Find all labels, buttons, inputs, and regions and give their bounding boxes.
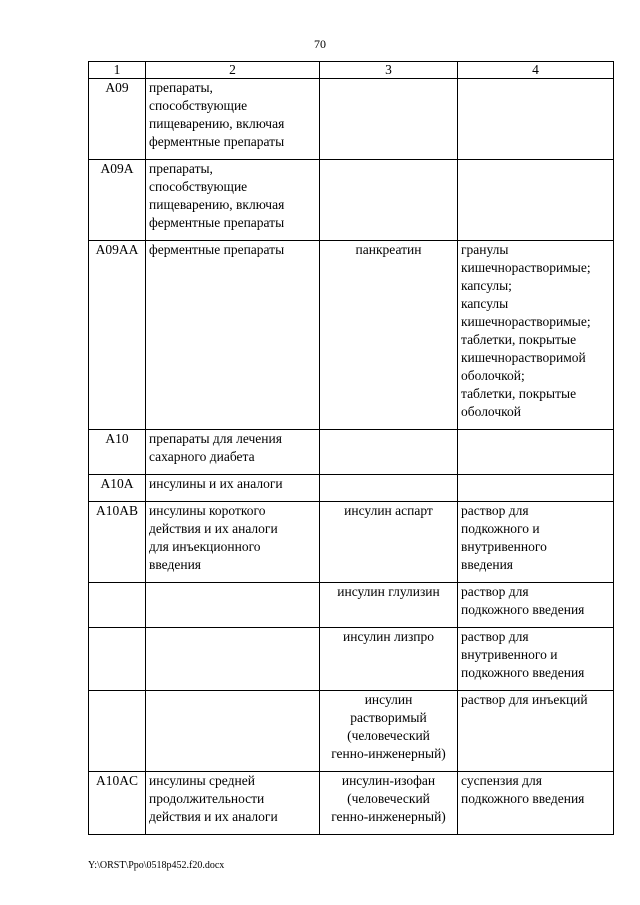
dosage-form-cell-text: раствор для инъекций <box>461 692 588 707</box>
drug-name-cell-text <box>323 430 454 438</box>
atc-code-cell-text: A09AA <box>95 242 139 257</box>
atc-group-name-cell <box>146 79 320 160</box>
atc-code-cell <box>89 772 146 835</box>
atc-code-cell-text: A10A <box>100 476 134 491</box>
drug-name-cell <box>320 475 458 502</box>
atc-group-name-cell <box>146 583 320 628</box>
dosage-form-cell <box>458 79 614 160</box>
dosage-form-cell <box>458 475 614 502</box>
atc-group-name-cell <box>146 241 320 430</box>
atc-code-cell <box>89 583 146 628</box>
page-number: 70 <box>314 37 326 51</box>
drug-name-cell-text: инсулин растворимый (человеческий генно-инженерный) <box>331 692 446 761</box>
drug-name-cell <box>320 160 458 241</box>
atc-code-cell <box>89 628 146 691</box>
dosage-form-cell <box>458 160 614 241</box>
dosage-form-cell-text <box>461 475 610 483</box>
atc-code-cell-text: A10AB <box>95 503 138 518</box>
table-header-row <box>89 62 614 79</box>
drug-name-cell <box>320 430 458 475</box>
drug-name-cell-text <box>323 475 454 483</box>
drug-name-cell <box>320 628 458 691</box>
atc-code-cell <box>89 502 146 583</box>
atc-group-name-cell <box>146 430 320 475</box>
atc-group-name-cell-text: инсулины короткого действия и их аналоги для инъекционного введения <box>149 503 278 572</box>
dosage-form-cell <box>458 583 614 628</box>
column-header-3: 3 <box>320 62 458 79</box>
drug-name-cell-text: инсулин лизпро <box>343 629 434 644</box>
table-body <box>89 79 614 835</box>
dosage-form-cell-text: суспензия для подкожного введения <box>461 773 585 806</box>
dosage-form-cell-text: раствор для подкожного введения <box>461 584 585 617</box>
dosage-form-cell <box>458 241 614 430</box>
atc-group-name-cell <box>146 502 320 583</box>
table-row <box>89 79 614 160</box>
drug-classification-table <box>88 61 614 835</box>
atc-code-cell <box>89 79 146 160</box>
dosage-form-cell-text: раствор для подкожного и внутривенного введения <box>461 503 547 572</box>
table-row <box>89 160 614 241</box>
atc-group-name-cell-text: препараты, способствующие пищеварению, включая ферментные препараты <box>149 161 285 230</box>
drug-name-cell <box>320 502 458 583</box>
drug-name-cell <box>320 241 458 430</box>
atc-code-cell <box>89 241 146 430</box>
atc-group-name-cell-text <box>149 583 316 591</box>
table-row <box>89 475 614 502</box>
table-row <box>89 583 614 628</box>
atc-code-cell <box>89 430 146 475</box>
table-row <box>89 502 614 583</box>
atc-group-name-cell <box>146 772 320 835</box>
drug-name-cell-text: инсулин глулизин <box>337 584 440 599</box>
atc-code-cell-text <box>92 691 142 699</box>
table-row <box>89 772 614 835</box>
atc-code-cell <box>89 475 146 502</box>
table-row <box>89 430 614 475</box>
atc-group-name-cell-text <box>149 691 316 699</box>
atc-code-cell-text <box>92 628 142 636</box>
atc-group-name-cell-text: ферментные препараты <box>149 242 285 257</box>
atc-code-cell-text: A09 <box>105 80 129 95</box>
atc-group-name-cell-text: инсулины и их аналоги <box>149 476 283 491</box>
drug-name-cell <box>320 583 458 628</box>
atc-group-name-cell <box>146 691 320 772</box>
atc-code-cell-text: A10 <box>105 431 129 446</box>
dosage-form-cell <box>458 628 614 691</box>
atc-group-name-cell <box>146 475 320 502</box>
drug-name-cell-text <box>323 79 454 87</box>
dosage-form-cell-text <box>461 79 610 87</box>
column-header-2: 2 <box>146 62 320 79</box>
table-row <box>89 628 614 691</box>
atc-group-name-cell-text: инсулины средней продолжительности действия и их аналоги <box>149 773 278 824</box>
drug-name-cell <box>320 691 458 772</box>
table-row <box>89 691 614 772</box>
dosage-form-cell <box>458 430 614 475</box>
atc-code-cell-text <box>92 583 142 591</box>
dosage-form-cell-text: гранулы кишечнорастворимые; капсулы; капсулы кишечнорастворимые; таблетки, покрытые кишечнорастворимой оболочкой; таблетки, покрытые оболочкой <box>461 242 591 419</box>
dosage-form-cell <box>458 691 614 772</box>
atc-code-cell-text: A10AC <box>95 773 138 788</box>
drug-name-cell-text: панкреатин <box>355 242 422 257</box>
drug-name-cell-text <box>323 160 454 168</box>
atc-code-cell <box>89 160 146 241</box>
atc-group-name-cell-text <box>149 628 316 636</box>
drug-name-cell <box>320 79 458 160</box>
dosage-form-cell-text <box>461 430 610 438</box>
drug-name-cell-text: инсулин аспарт <box>344 503 433 518</box>
atc-group-name-cell <box>146 628 320 691</box>
atc-code-cell <box>89 691 146 772</box>
atc-group-name-cell-text: препараты, способствующие пищеварению, включая ферментные препараты <box>149 80 285 149</box>
dosage-form-cell <box>458 772 614 835</box>
table-row <box>89 241 614 430</box>
column-header-4: 4 <box>458 62 614 79</box>
drug-name-cell <box>320 772 458 835</box>
dosage-form-cell-text: раствор для внутривенного и подкожного введения <box>461 629 585 680</box>
drug-name-cell-text: инсулин-изофан (человеческий генно-инженерный) <box>331 773 446 824</box>
dosage-form-cell <box>458 502 614 583</box>
atc-group-name-cell <box>146 160 320 241</box>
atc-group-name-cell-text: препараты для лечения сахарного диабета <box>149 431 282 464</box>
dosage-form-cell-text <box>461 160 610 168</box>
column-header-1: 1 <box>89 62 146 79</box>
atc-code-cell-text: A09A <box>100 161 134 176</box>
footer-file-path: Y:\ORST\Ppo\0518p452.f20.docx <box>88 860 225 871</box>
